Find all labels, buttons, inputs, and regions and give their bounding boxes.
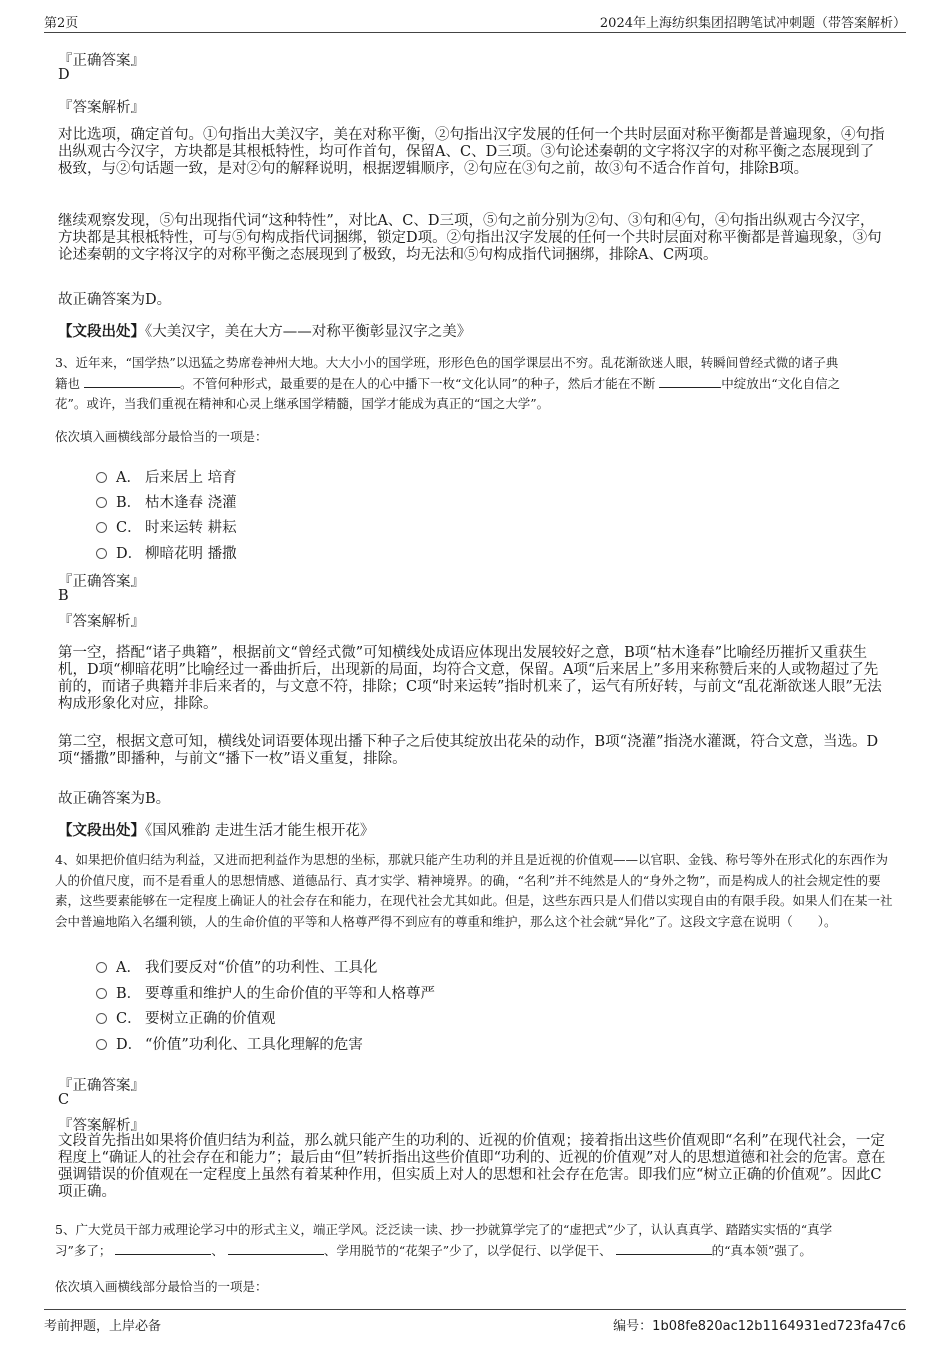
page-number: 第2页 [44,16,79,31]
q2-source-label: 【文段出处】 [58,323,145,340]
q3-prompt: 依次填入画横线部分最恰当的一项是： [55,429,268,444]
q3-stem-line2 [55,374,895,395]
q2-conclusion: 故正确答案为D。 [58,292,172,308]
q3-source-label: 【文段出处】 [58,822,145,839]
q4-option-letter: A． [116,960,141,976]
q4-option-b[interactable] [96,982,435,1003]
radio-icon[interactable] [96,988,107,999]
q5-stem-part2: 、学用脱节的“花架子”少了，以学促行、以学促干、 [323,1242,612,1258]
q5-stem-part1: 习”多了； [55,1242,112,1258]
q3-correct-answer-label: 『正确答案』 [58,574,145,590]
q3-option-letter: C． [116,520,142,536]
radio-icon[interactable] [96,522,107,533]
q3-blank-1 [84,375,180,388]
q4-analysis-label: 『答案解析』 [58,1118,145,1134]
q5-prompt: 依次填入画横线部分最恰当的一项是： [55,1279,268,1294]
q2-analysis-label: 『答案解析』 [58,100,145,116]
q4-option-text: 我们要反对“价值”的功利性、工具化 [145,960,378,976]
radio-icon[interactable] [96,548,107,559]
footer-slogan: 考前押题，上岸必备 [44,1319,162,1334]
q3-source [58,819,374,840]
q4-option-text: 要树立正确的价值观 [145,1011,276,1027]
q2-correct-answer: D [58,67,70,83]
q3-stem-part1: 籍也 [55,375,81,391]
page-footer [44,1309,906,1332]
q3-option-text: 柳暗花明 播撒 [145,546,237,562]
q3-option-b[interactable] [96,491,237,512]
q3-analysis-p1: 第一空，搭配“诸子典籍”，根据前文“曾经式微”可知横线处成语应体现出发展较好之意，B项“枯木逢春”比喻经历摧折又重获生机，D项“柳暗花明”比喻经过一番曲折后，出现新的局面，均符合文意，保留。A项“后来居上”多用来称赞后来的人或物超过了先前的，而诸子典籍并非后来者的，与文意不符，排除；C项“时来运转”指时机来了，运气有所好转，与前文“乱花渐欲迷人眼”无法构成形象化对应，排除。 [58,645,882,712]
q4-correct-answer: C [58,1092,70,1108]
q3-correct-answer: B [58,588,69,604]
q3-stem-line3: 花”。或许，当我们重视在精神和心灵上继承国学精髓，国学才能成为真正的“国之大学”。 [55,396,550,411]
footer-code [613,1315,906,1334]
q4-option-text: 要尊重和维护人的生命价值的平等和人格尊严 [145,986,435,1002]
q3-analysis-p2: 第二空，根据文意可知，横线处词语要体现出播下种子之后使其绽放出花朵的动作，B项“浇灌”指浇水灌溉，符合文意，当选。D项“播撒”即播种，与前文“播下一枚”语义重复，排除。 [58,734,879,767]
radio-icon[interactable] [96,1039,107,1050]
footer-code-label: 编号： [613,1319,653,1334]
q3-conclusion: 故正确答案为B。 [58,791,171,807]
q5-stem-line2 [55,1241,895,1262]
q2-analysis-p2: 继续观察发现，⑤句出现指代词“这种特性”，对比A、C、D三项，⑤句之前分别为②句、③句和④句，④句指出纵观古今汉字，方块都是其根柢特性，可与⑤句构成指代词捆绑，锁定D项。②句指出汉字发展的任何一个共时层面对称平衡都是普遍现象，③句论述秦朝的文字将汉字的对称平衡之态展现到了极致，均无法和⑤句构成指代词捆绑，排除A、C两项。 [58,213,882,263]
q4-stem: 4、如果把价值归结为利益，又进而把利益作为思想的坐标，那就只能产生功利的并且是近视的价值观——以官职、金钱、称号等外在形式化的东西作为人的价值尺度，而不是看重人的思想情感、道德品行、真才实学、精神境界。的确，“名利”并不纯然是人的“身外之物”，而是构成人的社会规定性的要素，这些要素能够在一定程度上确证人的社会存在和能力，在现代社会尤其如此。但是，这些东西只是人们借以实现自由的有限手段。如果人们在某一社会中普遍地陷入名缰利锁，人的生命价值的平等和人格尊严得不到应有的尊重和维护，那么这个社会就“异化”了。这段文字意在说明（ ）。 [55,852,893,929]
q2-correct-answer-label: 『正确答案』 [58,53,145,69]
q4-analysis: 文段首先指出如果将价值归结为利益，那么就只能产生的功利的、近视的价值观；接着指出这些价值观即“名利”在现代社会，一定程度上“确证人的社会存在和能力”；最后由“但”转折指出这些价值即“功利的、近视的价值观”对人的思想道德和社会的危害。意在强调错误的价值观在一定程度上虽然有着某种作用，但实质上对人的思想和社会存在危害。即我们应“树立正确的价值观”。因此C项正确。 [58,1133,886,1200]
radio-icon[interactable] [96,472,107,483]
q3-source-text: 《国风雅韵 走进生活才能生根开花》 [145,823,375,839]
radio-icon[interactable] [96,497,107,508]
q3-stem-line1: 3、近年来，“国学热”以迅猛之势席卷神州大地。大大小小的国学班，形形色色的国学课层出不穷。乱花渐欲迷人眼，转瞬间曾经式微的诸子典 [55,355,839,370]
q4-option-d[interactable] [96,1033,363,1054]
q3-option-text: 时来运转 耕耘 [145,520,237,536]
q4-correct-answer-label: 『正确答案』 [58,1078,145,1094]
q3-option-letter: A． [116,470,141,486]
q5-blank-2 [228,1242,324,1255]
q5-blank-3 [616,1242,712,1255]
q4-option-letter: D． [116,1037,143,1053]
q3-option-d[interactable] [96,542,237,563]
q3-option-a[interactable] [96,466,237,487]
q4-option-letter: C． [116,1011,142,1027]
q3-option-c[interactable] [96,516,237,537]
q3-option-text: 枯木逢春 浇灌 [145,495,237,511]
q4-option-letter: B． [116,986,142,1002]
q5-stem-part3: 的“真本领”强了。 [711,1242,812,1258]
q3-stem-part2: 。不管何种形式，最重要的是在人的心中播下一枚“文化认同”的种子，然后才能在不断 [180,375,656,391]
footer-code-value: 1b08fe820ac12b1164931ed723fa47c6 [652,1319,906,1334]
q3-blank-2 [659,375,721,388]
q3-stem [55,353,895,415]
page-header [44,12,906,33]
q3-option-letter: B． [116,495,142,511]
q4-option-text: “价值”功利化、工具化理解的危害 [145,1037,363,1053]
document-title: 2024年上海纺织集团招聘笔试冲刺题（带答案解析） [599,16,906,31]
q2-source-text: 《大美汉字，美在大方——对称平衡彰显汉字之美》 [145,324,472,340]
q5-stem [55,1220,895,1261]
q4-option-a[interactable] [96,956,377,977]
q2-source [58,320,471,341]
q3-option-text: 后来居上 培育 [145,470,237,486]
q3-stem-part3: 中绽放出“文化自信之 [721,375,841,391]
q4-option-c[interactable] [96,1007,276,1028]
q5-blank-1 [115,1242,211,1255]
radio-icon[interactable] [96,962,107,973]
q2-analysis-p1: 对比选项，确定首句。①句指出大美汉字，美在对称平衡，②句指出汉字发展的任何一个共时层面对称平衡都是普遍现象，④句指出纵观古今汉字，方块都是其根柢特性，均可作首句，保留A、C、D三项。③句论述秦朝的文字将汉字的对称平衡之态展现到了极致，与②句话题一致，是对②句的解释说明，根据逻辑顺序，②句应在③句之前，故③句不适合作首句，排除B项。 [58,127,885,177]
q3-analysis-label: 『答案解析』 [58,614,145,630]
q3-option-letter: D． [116,546,143,562]
q5-stem-line1: 5、广大党员干部力戒理论学习中的形式主义，端正学风。泛泛读一读、抄一抄就算学完了的“虚把式”少了，认认真真学、踏踏实实悟的“真学 [55,1222,833,1237]
radio-icon[interactable] [96,1013,107,1024]
q5-stem-sep: 、 [211,1242,224,1258]
